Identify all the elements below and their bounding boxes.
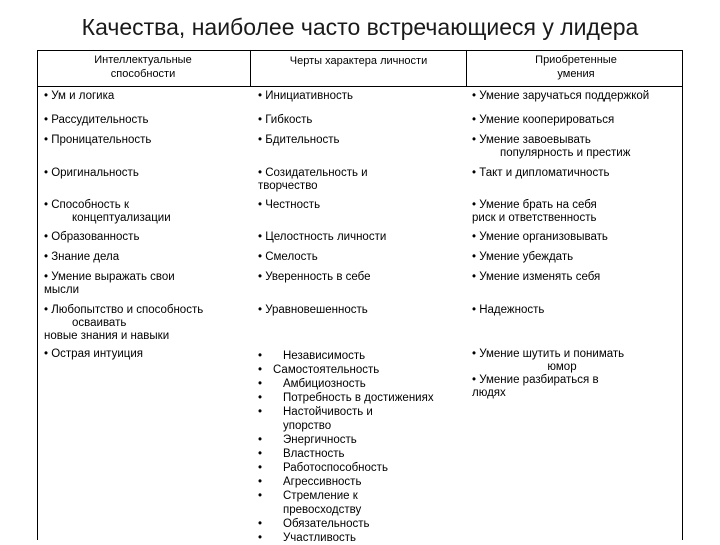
cell-text: • Рассудительность (44, 114, 149, 126)
cell-text: • Умение кооперироваться (472, 114, 615, 126)
header-skills: Приобретенные умения (535, 54, 617, 80)
bullet-icon: • (258, 518, 263, 530)
cell-text: • Умение брать на себя (472, 199, 597, 211)
bullet-icon: • (258, 364, 263, 376)
cell-text: • Проницательность (44, 134, 152, 146)
cell-text: • Умение изменять себя (472, 271, 601, 283)
col3-item (472, 304, 544, 317)
bullet-icon: • (258, 406, 263, 418)
header-character: Черты характера личности (289, 55, 428, 67)
header-divider (37, 86, 683, 87)
cell-text: • Оригинальность (44, 167, 139, 179)
cell-text: • Бдительность (258, 134, 340, 146)
bullet-icon: • (258, 532, 263, 544)
trait-list-item (258, 447, 345, 461)
trait-list-item (258, 349, 365, 363)
col1-item (44, 304, 203, 343)
trait-label: Самостоятельность (273, 364, 380, 376)
cell-text: • Умение разбираться в (472, 374, 599, 386)
col1-item (44, 231, 139, 244)
col3-item (472, 271, 600, 284)
cell-text: • Умение выражать свои (44, 271, 175, 283)
col3-item (472, 199, 597, 225)
trait-label: Независимость (283, 350, 366, 362)
col2-item (258, 199, 320, 212)
col3-item (472, 114, 614, 127)
trait-list-item (258, 517, 370, 531)
col1-item (44, 199, 171, 225)
cell-text: людях (472, 387, 506, 399)
cell-text: • Любопытство и способность (44, 304, 204, 316)
cell-text: • Умение завоевывать (472, 134, 591, 146)
col1-item (44, 167, 139, 180)
trait-label: Настойчивость и (283, 406, 373, 418)
cell-text: мысли (44, 284, 80, 296)
trait-label: Работоспособность (283, 462, 388, 474)
cell-text: творчество (258, 180, 318, 192)
col1-item (44, 90, 114, 103)
trait-label: Стремление к (283, 490, 358, 502)
trait-label: Потребность в достижениях (283, 392, 434, 404)
col2-item (258, 251, 318, 264)
col3-item (472, 167, 609, 180)
bullet-icon: • (258, 462, 263, 474)
trait-list-item (258, 433, 357, 447)
bullet-icon: • (258, 490, 263, 502)
col1-item (44, 114, 149, 127)
cell-text: • Ум и логика (44, 90, 115, 102)
trait-list-item (258, 531, 356, 545)
cell-text: новые знания и навыки (44, 330, 170, 342)
bullet-icon: • (258, 392, 263, 404)
cell-text: • Честность (258, 199, 321, 211)
col2-item (258, 271, 371, 284)
cell-text: концептуализации (72, 212, 171, 224)
col3-item (472, 231, 608, 244)
cell-text: • Такт и дипломатичность (472, 167, 610, 179)
cell-text: • Знание дела (44, 251, 120, 263)
cell-text: • Созидательность и (258, 167, 368, 179)
col2-item (258, 304, 368, 317)
bullet-icon: • (258, 476, 263, 488)
bullet-icon: • (258, 350, 263, 362)
bullet-icon: • (258, 448, 263, 460)
cell-text: юмор (547, 361, 577, 373)
trait-list-item (258, 461, 388, 475)
col2-item (258, 167, 368, 193)
col3-item (472, 348, 652, 400)
trait-label: Властность (283, 448, 345, 460)
trait-list-item (258, 475, 361, 489)
cell-text: • Уравновешенность (258, 304, 368, 316)
trait-label: Агрессивность (283, 476, 362, 488)
cell-text: • Надежность (472, 304, 545, 316)
col2-item (258, 90, 353, 103)
column-divider (466, 50, 467, 87)
trait-list-item (258, 391, 434, 405)
trait-label: Энергичность (283, 434, 357, 446)
trait-list-item (258, 503, 361, 517)
cell-text: • Целостность личности (258, 231, 387, 243)
slide-title: Качества, наиболее часто встречающиеся у лидера (81, 14, 639, 40)
trait-label: Амбициозность (283, 378, 366, 390)
cell-text: риск и ответственность (472, 212, 597, 224)
trait-label: превосходству (283, 504, 362, 516)
cell-text: популярность и престиж (500, 147, 631, 159)
cell-text: • Гибкость (258, 114, 313, 126)
trait-list-item (258, 419, 331, 433)
cell-text: • Инициативность (258, 90, 353, 102)
col3-item (472, 90, 649, 103)
cell-text: осваивать (72, 317, 127, 329)
trait-list-item (258, 405, 373, 419)
col1-item (44, 348, 143, 361)
trait-label: Обязательность (283, 518, 370, 530)
bullet-icon: • (258, 378, 263, 390)
col2-item (258, 231, 386, 244)
trait-label: упорство (283, 420, 332, 432)
col1-item (44, 271, 175, 297)
col2-item (258, 134, 340, 147)
cell-text: • Способность к (44, 199, 129, 211)
header-intellectual: Интеллектуальные способности (94, 54, 192, 80)
cell-text: • Образованность (44, 231, 140, 243)
trait-label: Участливость (283, 532, 356, 544)
cell-text: • Умение организовывать (472, 231, 608, 243)
cell-text: • Умение заручаться поддержкой (472, 90, 650, 102)
trait-list-item (258, 489, 358, 503)
cell-text: • Смелость (258, 251, 318, 263)
col2-item (258, 114, 312, 127)
col3-item (472, 251, 573, 264)
cell-text: • Уверенность в себе (258, 271, 371, 283)
trait-list-item (258, 377, 366, 391)
trait-list-item (258, 363, 379, 377)
col3-item (472, 134, 630, 160)
cell-text: • Острая интуиция (44, 348, 143, 360)
col1-item (44, 251, 119, 264)
col1-item (44, 134, 151, 147)
cell-text: • Умение шутить и понимать (472, 348, 625, 360)
cell-text: • Умение убеждать (472, 251, 574, 263)
bullet-icon: • (258, 434, 263, 446)
